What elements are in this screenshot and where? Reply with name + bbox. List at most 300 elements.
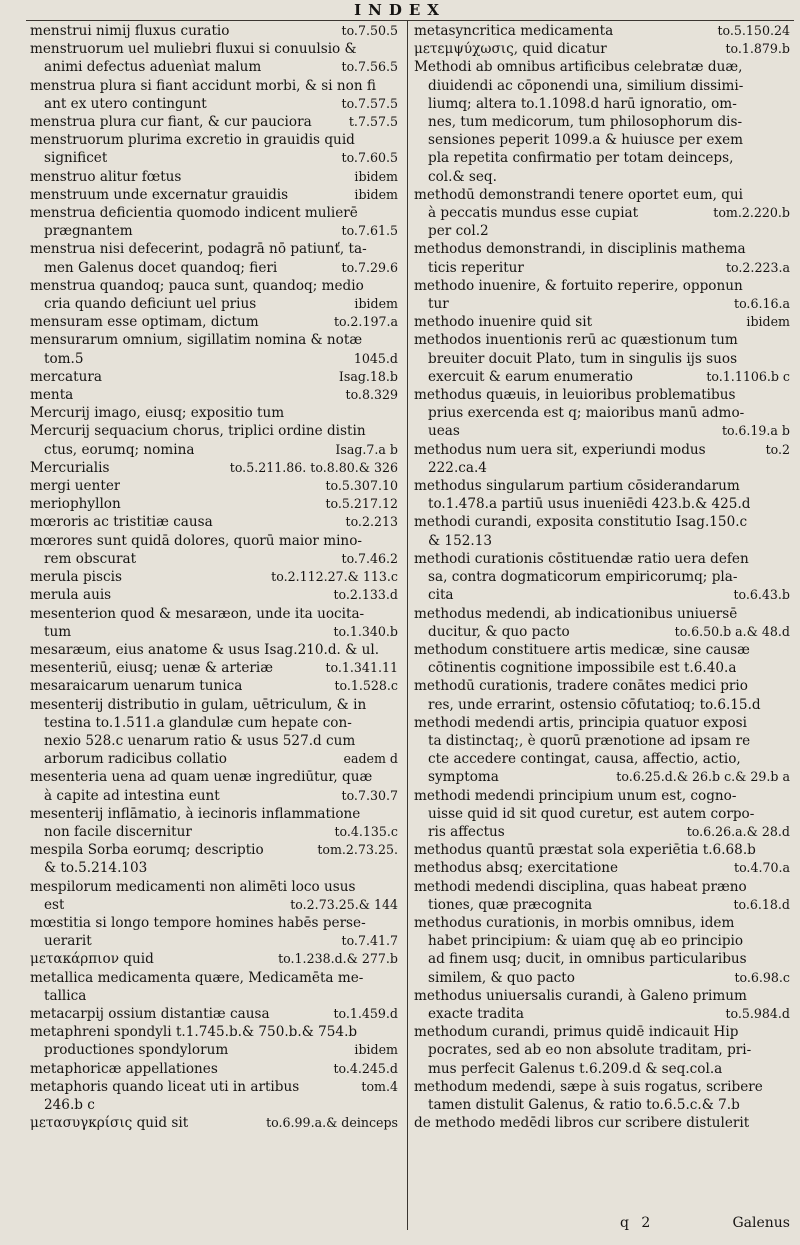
entry-text: mœrores sunt quidā dolores, quorū maior mino-	[30, 532, 362, 549]
index-entry-line	[30, 204, 398, 222]
entry-text: meriophyllon	[30, 496, 121, 513]
entry-reference: 1045.d	[353, 350, 398, 366]
index-entry-line	[30, 914, 398, 932]
entry-text: mus perfecit Galenus t.6.209.d & seq.col.a	[428, 1060, 723, 1077]
entry-text: tom.5	[44, 350, 84, 367]
entry-text: ta distinctaq;, è quorū prænotione ad ipsam re	[428, 732, 751, 749]
entry-text: μετεμψύχωσις, quid dicatur	[414, 41, 607, 58]
index-entry-line	[414, 495, 790, 513]
entry-text: à capite ad intestina eunt	[44, 787, 220, 804]
index-entry-line	[414, 40, 790, 58]
entry-text: & to.5.214.103	[44, 860, 148, 877]
entry-reference: to.2.73.25.& 144	[290, 896, 398, 912]
index-entry-line	[30, 386, 398, 404]
entry-reference: ibidem	[746, 314, 790, 330]
entry-reference: to.7.41.7	[341, 933, 398, 949]
entry-text: menstrua deficientia quomodo indicent mulierē	[30, 205, 358, 222]
index-entry-line	[414, 58, 790, 76]
index-entry-line	[414, 914, 790, 932]
entry-text: mensuram esse optimam, dictum	[30, 314, 259, 331]
index-entry-line	[30, 222, 398, 240]
entry-text: diuidendi ac cōponendi una, similium dissimi-	[428, 77, 744, 94]
index-entry-line	[30, 1005, 398, 1023]
entry-text: menstruorum uel muliebri fluxui si conuulsio &	[30, 41, 357, 58]
index-entry-line	[414, 641, 790, 659]
entry-reference: ibidem	[354, 186, 398, 202]
index-entry-line	[30, 677, 398, 695]
index-entry-line	[30, 550, 398, 568]
entry-text: arborum radicibus collatio	[44, 751, 227, 768]
entry-text: ant ex utero contingunt	[44, 95, 207, 112]
entry-text: metacarpij ossium distantiæ causa	[30, 1005, 270, 1022]
index-entry-line	[414, 386, 790, 404]
index-entry-line	[30, 1096, 398, 1114]
entry-reference: to.2.197.a	[334, 314, 398, 330]
entry-reference: to.1.528.c	[334, 678, 398, 694]
index-entry-line	[414, 550, 790, 568]
index-entry-line	[414, 932, 790, 950]
index-entry-line	[414, 131, 790, 149]
entry-text: significet	[44, 150, 108, 167]
index-entry-line	[414, 805, 790, 823]
entry-text: tum	[44, 623, 72, 640]
entry-text: tur	[428, 296, 449, 313]
entry-reference: to.7.56.5	[341, 59, 398, 75]
index-entry-line	[30, 113, 398, 131]
index-entry-line	[414, 568, 790, 586]
entry-reference: to.6.43.b	[733, 587, 790, 603]
entry-reference: to.7.60.5	[341, 150, 398, 166]
entry-text: methodi curandi, exposita constitutio Isag.150.c	[414, 514, 748, 531]
entry-reference: to.6.19.a b	[721, 423, 790, 439]
index-entry-line	[30, 259, 398, 277]
index-entry-line	[414, 277, 790, 295]
entry-text: mesaraicarum uenarum tunica	[30, 678, 243, 695]
entry-text: methodus num uera sit, experiundi modus	[414, 441, 706, 458]
entry-text: mensurarum omnium, sigillatim nomina & notæ	[30, 332, 363, 349]
entry-text: ducitur, & quo pacto	[428, 623, 570, 640]
index-entry-line	[414, 331, 790, 349]
entry-text: exercuit & earum enumeratio	[428, 368, 633, 385]
index-entry-line	[414, 113, 790, 131]
entry-text: tiones, quæ præcognita	[428, 896, 593, 913]
index-entry-line	[30, 932, 398, 950]
entry-text: menstruum unde excernatur grauidis	[30, 186, 289, 203]
entry-reference: to.7.50.5	[341, 23, 398, 38]
page-footer	[600, 1213, 790, 1233]
entry-text: μετασυγκρίσις quid sit	[30, 1115, 189, 1132]
index-entry-line	[414, 222, 790, 240]
entry-text: mœstitia si longo tempore homines habēs perse-	[30, 914, 366, 931]
entry-reference: ibidem	[354, 296, 398, 312]
index-entry-line	[30, 641, 398, 659]
index-entry-line	[414, 950, 790, 968]
index-entry-line	[30, 95, 398, 113]
index-entry-line	[414, 477, 790, 495]
entry-text: methodi medendi principium unum est, cogno-	[414, 787, 737, 804]
entry-text: methodus quæuis, in leuioribus problematibus	[414, 387, 736, 404]
entry-reference: to.7.61.5	[341, 223, 398, 239]
index-entry-line	[414, 823, 790, 841]
entry-text: methodus quantū præstat sola experiētia t.6.68.b	[414, 842, 756, 859]
entry-text: metasyncritica medicamenta	[414, 23, 614, 39]
entry-text: non facile discernitur	[44, 823, 192, 840]
entry-reference: to.1.238.d.& 277.b	[278, 951, 398, 967]
entry-reference: tom.2.73.25.	[317, 842, 398, 858]
index-entry-line	[30, 750, 398, 768]
index-entry-line	[414, 459, 790, 477]
entry-text: methodus singularum partium cōsiderandarum	[414, 478, 740, 495]
entry-text: merula piscis	[30, 569, 122, 586]
index-entry-line	[414, 714, 790, 732]
index-entry-line	[414, 1023, 790, 1041]
entry-text: mespilorum medicamenti non alimēti loco usus	[30, 878, 356, 895]
entry-reference: to.4.70.a	[734, 860, 790, 876]
index-entry-line	[414, 768, 790, 786]
entry-text: liumq; altera to.1.1098.d harū ignoratio, om-	[428, 95, 737, 112]
index-entry-line	[30, 186, 398, 204]
index-entry-line	[414, 987, 790, 1005]
entry-text: men Galenus docet quandoq; fieri	[44, 259, 278, 276]
entry-reference: to.5.307.10	[325, 478, 398, 494]
entry-reference: to.7.46.2	[341, 550, 398, 566]
index-entry-line	[30, 168, 398, 186]
index-entry-line	[30, 441, 398, 459]
index-entry-line	[30, 313, 398, 331]
entry-text: Methodi ab omnibus artificibus celebratæ duæ,	[414, 59, 743, 76]
entry-text: methodū demonstrandi tenere oportet eum, qui	[414, 186, 744, 203]
entry-text: methodo inuenire quid sit	[414, 314, 593, 331]
index-entry-line	[414, 1114, 790, 1132]
index-entry-line	[30, 696, 398, 714]
index-entry-line	[414, 240, 790, 258]
entry-text: tallica	[44, 987, 87, 1004]
entry-text: methodus medendi, ab indicationibus uniuersē	[414, 605, 738, 622]
left-column	[30, 22, 398, 1212]
entry-text: sensiones peperit 1099.a & huiusce per exem	[428, 132, 744, 149]
entry-text: mercatura	[30, 368, 102, 385]
entry-text: de methodo medēdi libros cur scribere distulerit	[414, 1115, 750, 1132]
entry-text: μετακάρπιον quid	[30, 951, 154, 968]
index-entry-line	[414, 95, 790, 113]
index-entry-line	[414, 422, 790, 440]
entry-reference: to.2	[765, 441, 790, 457]
index-entry-line	[414, 295, 790, 313]
index-entry-line	[414, 1078, 790, 1096]
entry-text: metaphoricæ appellationes	[30, 1060, 218, 1077]
index-entry-line	[30, 1060, 398, 1078]
entry-text: mœroris ac tristitiæ causa	[30, 514, 213, 531]
entry-reference: to.1.459.d	[333, 1005, 398, 1021]
index-entry-line	[30, 623, 398, 641]
index-entry-line	[30, 969, 398, 987]
entry-reference: to.7.30.7	[341, 787, 398, 803]
entry-reference: tom.4	[361, 1078, 398, 1094]
index-entry-line	[414, 878, 790, 896]
entry-reference: to.1.340.b	[333, 623, 398, 639]
entry-reference: to.1.341.11	[325, 660, 398, 676]
entry-reference: t.7.57.5	[348, 114, 398, 130]
index-entry-line	[414, 313, 790, 331]
index-entry-line	[30, 459, 398, 477]
entry-reference: to.2.133.d	[333, 587, 398, 603]
entry-text: menstruo alitur fœtus	[30, 168, 182, 185]
index-entry-line	[30, 422, 398, 440]
entry-text: menta	[30, 387, 74, 404]
entry-reference: Isag.18.b	[338, 368, 398, 384]
column-divider	[407, 20, 408, 1230]
index-entry-line	[414, 1096, 790, 1114]
entry-text: mesenterion quod & mesaræon, unde ita uocita-	[30, 605, 365, 622]
entry-reference: to.8.329	[345, 387, 398, 403]
entry-reference: to.6.26.a.& 28.d	[686, 823, 790, 839]
index-entry-line	[414, 659, 790, 677]
signature-mark: q 2	[620, 1215, 655, 1231]
entry-text: menstrua plura si fiant accidunt morbi, & si non fi	[30, 77, 376, 94]
index-entry-line	[30, 732, 398, 750]
index-entry-line	[30, 404, 398, 422]
entry-text: ris affectus	[428, 823, 505, 840]
index-entry-line	[30, 131, 398, 149]
entry-text: mesenterij inflāmatio, à iecinoris inflammatione	[30, 805, 361, 822]
index-entry-line	[30, 277, 398, 295]
index-entry-line	[414, 168, 790, 186]
index-entry-line	[414, 350, 790, 368]
entry-text: cōtinentis cognitione impossibile est t.6.40.a	[428, 660, 737, 677]
index-entry-line	[30, 878, 398, 896]
index-entry-line	[30, 714, 398, 732]
entry-reference: to.5.217.12	[325, 496, 398, 512]
entry-text: metallica medicamenta quære, Medicamēta me-	[30, 969, 364, 986]
entry-text: ticis reperitur	[428, 259, 524, 276]
entry-reference: eadem d	[343, 751, 398, 767]
entry-text: methodum constituere artis medicæ, sine causæ	[414, 641, 750, 658]
entry-text: methodus uniuersalis curandi, à Galeno primum	[414, 987, 747, 1004]
entry-text: menstrua plura cur fiant, & cur pauciora	[30, 114, 312, 131]
entry-reference: to.7.29.6	[341, 259, 398, 275]
entry-text: nes, tum medicorum, tum philosophorum dis-	[428, 114, 743, 131]
entry-text: habet principium: & uiam quę ab eo principio	[428, 933, 744, 950]
page-header: INDEX	[354, 1, 446, 19]
entry-reference: to.5.211.86. to.8.80.& 326	[229, 459, 398, 475]
index-entry-line	[30, 896, 398, 914]
entry-text: menstrua nisi defecerint, podagrā nō patiunť, ta-	[30, 241, 367, 258]
entry-reference: to.6.18.d	[733, 896, 790, 912]
index-entry-line	[30, 586, 398, 604]
index-entry-line	[30, 1078, 398, 1096]
index-entry-line	[414, 259, 790, 277]
index-entry-line	[414, 896, 790, 914]
entry-text: ueas	[428, 423, 460, 440]
entry-reference: tom.2.220.b	[713, 205, 790, 221]
entry-reference: to.6.16.a	[734, 296, 790, 312]
entry-text: methodus curationis, in morbis omnibus, idem	[414, 914, 735, 931]
entry-text: pocrates, sed ab eo non absolute traditam, pri-	[428, 1042, 752, 1059]
entry-text: methodos inuentionis rerū ac quæstionum tum	[414, 332, 738, 349]
index-entry-line	[30, 331, 398, 349]
entry-text: mesenteria uena ad quam uenæ ingrediūtur, quæ	[30, 769, 373, 786]
entry-text: methodi medendi artis, principia quatuor exposi	[414, 714, 747, 731]
entry-text: col.& seq.	[428, 168, 497, 185]
index-entry-line	[414, 204, 790, 222]
index-entry-line	[30, 295, 398, 313]
entry-text: Mercurialis	[30, 459, 110, 476]
index-entry-line	[414, 22, 790, 40]
entry-text: per col.2	[428, 223, 489, 240]
entry-reference: to.6.99.a.& deinceps	[266, 1115, 398, 1131]
index-entry-line	[30, 787, 398, 805]
entry-reference: to.2.223.a	[726, 259, 790, 275]
entry-text: to.1.478.a partiū usus inueniēdi 423.b.& 425.d	[428, 496, 751, 513]
index-entry-line	[30, 368, 398, 386]
entry-reference: to.1.1106.b c	[706, 368, 790, 384]
entry-text: animi defectus aduenìat malum	[44, 59, 262, 76]
entry-text: mespila Sorba eorumq; descriptio	[30, 842, 264, 859]
entry-reference: to.5.150.24	[717, 23, 790, 38]
index-entry-line	[30, 823, 398, 841]
entry-text: methodum medendi, sæpe à suis rogatus, scribere	[414, 1078, 763, 1095]
entry-text: testina to.1.511.a glandulæ cum hepate con-	[44, 714, 352, 731]
index-entry-line	[30, 805, 398, 823]
index-entry-line	[30, 58, 398, 76]
entry-text: mergi uenter	[30, 478, 121, 495]
index-entry-line	[414, 77, 790, 95]
entry-reference: to.5.984.d	[725, 1005, 790, 1021]
header-rule	[26, 20, 794, 21]
index-entry-line	[414, 586, 790, 604]
entry-text: methodi medendi disciplina, quas habeat præno	[414, 878, 747, 895]
entry-text: est	[44, 896, 65, 913]
right-column	[414, 22, 790, 1212]
entry-text: tamen distulit Galenus, & ratio to.6.5.c.& 7.b	[428, 1096, 740, 1113]
index-entry-line	[30, 605, 398, 623]
entry-text: breuiter docuit Plato, tum in singulis ijs suos	[428, 350, 738, 367]
index-entry-line	[30, 513, 398, 531]
index-entry-line	[414, 969, 790, 987]
entry-text: uerarit	[44, 933, 92, 950]
entry-text: productiones spondylorum	[44, 1042, 229, 1059]
index-entry-line	[414, 859, 790, 877]
entry-text: Mercurij imago, eiusq; expositio tum	[30, 405, 285, 422]
index-entry-line	[30, 240, 398, 258]
entry-reference: to.6.50.b a.& 48.d	[674, 623, 790, 639]
entry-text: metaphreni spondyli t.1.745.b.& 750.b.& 754.b	[30, 1024, 358, 1041]
index-entry-line	[30, 40, 398, 58]
entry-text: prægnantem	[44, 223, 133, 240]
index-entry-line	[414, 149, 790, 167]
catchword: Galenus	[732, 1215, 790, 1231]
entry-text: 246.b c	[44, 1096, 95, 1113]
index-entry-line	[30, 859, 398, 877]
index-entry-line	[414, 1005, 790, 1023]
entry-text: res, unde errarint, ostensio cōfutatioq; to.6.15.d	[428, 696, 761, 713]
entry-text: menstrua quandoq; pauca sunt, quandoq; medio	[30, 277, 364, 294]
index-entry-line	[414, 186, 790, 204]
entry-reference: to.2.112.27.& 113.c	[271, 569, 398, 585]
entry-text: methodus absq; exercitatione	[414, 860, 619, 877]
entry-text: symptoma	[428, 769, 499, 786]
entry-text: cte accedere contingat, causa, affectio, actio,	[428, 751, 741, 768]
entry-reference: ibidem	[354, 1042, 398, 1058]
index-entry-line	[30, 950, 398, 968]
entry-text: similem, & quo pacto	[428, 969, 575, 986]
index-entry-line	[30, 77, 398, 95]
index-entry-line	[414, 368, 790, 386]
entry-text: cria quando deficiunt uel prius	[44, 296, 257, 313]
index-entry-line	[414, 750, 790, 768]
index-entry-line	[414, 623, 790, 641]
entry-text: methodi curationis cōstituendæ ratio uera defen	[414, 550, 749, 567]
index-entry-line	[30, 477, 398, 495]
entry-text: cita	[428, 587, 454, 604]
entry-text: merula auis	[30, 587, 112, 604]
index-entry-line	[30, 841, 398, 859]
index-entry-line	[30, 659, 398, 677]
entry-text: menstrui nimij fluxus curatio	[30, 23, 230, 39]
entry-text: à peccatis mundus esse cupiat	[428, 205, 639, 222]
entry-text: mesaræum, eius anatome & usus Isag.210.d. & ul.	[30, 641, 380, 658]
entry-text: Mercurij sequacium chorus, triplici ordine distin	[30, 423, 366, 440]
index-entry-line	[30, 987, 398, 1005]
index-entry-line	[414, 532, 790, 550]
entry-text: & 152.13	[428, 532, 492, 549]
index-entry-line	[30, 532, 398, 550]
entry-text: mesenteriū, eiusq; uenæ & arteriæ	[30, 660, 273, 677]
entry-reference: ibidem	[354, 168, 398, 184]
entry-text: sa, contra dogmaticorum empiricorumq; pla-	[428, 569, 738, 586]
entry-text: ad finem usq; ducit, in omnibus particularibus	[428, 951, 747, 968]
entry-text: rem obscurat	[44, 550, 137, 567]
index-entry-line	[30, 495, 398, 513]
entry-text: exacte tradita	[428, 1005, 524, 1022]
entry-reference: to.4.135.c	[334, 823, 398, 839]
entry-text: methodum curandi, primus quidē indicauit Hip	[414, 1024, 739, 1041]
entry-reference: to.6.98.c	[734, 969, 790, 985]
index-entry-line	[414, 787, 790, 805]
index-entry-line	[414, 605, 790, 623]
index-entry-line	[414, 841, 790, 859]
index-entry-line	[30, 22, 398, 40]
entry-text: ctus, eorumq; nomina	[44, 441, 195, 458]
entry-reference: to.1.879.b	[725, 41, 790, 57]
index-entry-line	[414, 732, 790, 750]
entry-text: prius exercenda est q; maioribus manū admo-	[428, 405, 745, 422]
entry-text: uisse quid id sit quod curetur, est autem corpo-	[428, 805, 755, 822]
entry-reference: to.7.57.5	[341, 95, 398, 111]
index-entry-line	[414, 677, 790, 695]
index-entry-line	[30, 350, 398, 368]
entry-reference: to.2.213	[345, 514, 398, 530]
entry-text: mesenterij distributio in gulam, uētriculum, & in	[30, 696, 367, 713]
index-entry-line	[30, 1023, 398, 1041]
entry-reference: Isag.7.a b	[335, 441, 398, 457]
index-entry-line	[414, 404, 790, 422]
entry-text: metaphoris quando liceat uti in artibus	[30, 1078, 300, 1095]
index-entry-line	[414, 513, 790, 531]
index-entry-line	[414, 441, 790, 459]
index-entry-line	[414, 696, 790, 714]
entry-text: methodo inuenire, & fortuito reperire, opponun	[414, 277, 743, 294]
index-entry-line	[414, 1041, 790, 1059]
entry-reference: to.6.25.d.& 26.b c.& 29.b a	[616, 769, 790, 785]
entry-text: menstruorum plurima excretio in grauidis quid	[30, 132, 355, 149]
entry-text: methodū curationis, tradere conātes medici prio	[414, 678, 748, 695]
entry-text: 222.ca.4	[428, 459, 487, 476]
entry-text: nexio 528.c uenarum ratio & usus 527.d cum	[44, 732, 356, 749]
index-entry-line	[414, 1060, 790, 1078]
index-entry-line	[30, 149, 398, 167]
entry-text: pla repetita confirmatio per totam deinceps,	[428, 150, 734, 167]
